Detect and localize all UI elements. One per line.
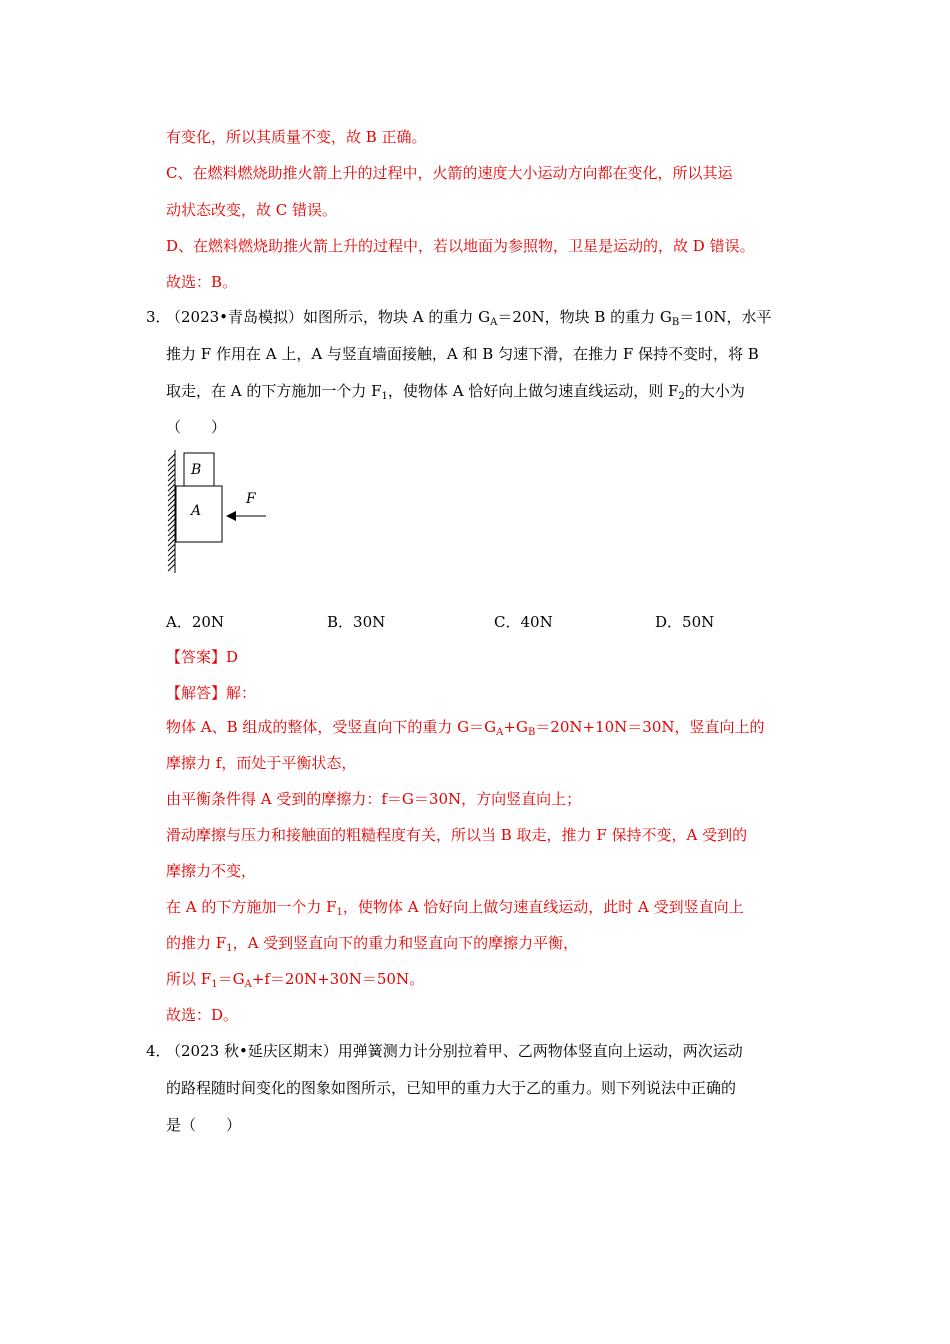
option-d: D．50N xyxy=(655,613,715,631)
block-a-label: A xyxy=(191,503,202,519)
solution-text: 摩擦力不变， xyxy=(166,862,257,880)
question-text: 是（ ） xyxy=(166,1116,242,1134)
blocks-diagram xyxy=(160,448,280,578)
option-b: B．30N xyxy=(327,613,386,631)
solution-text: 摩擦力 f，而处于平衡状态， xyxy=(166,754,357,772)
solution-text: 动状态改变，故 C 错误。 xyxy=(166,201,338,219)
question-text: 推力 F 作用在 A 上，A 与竖直墙面接触，A 和 B 匀速下滑，在推力 F 保持不变时，将 B xyxy=(166,345,759,363)
solution-text: 滑动摩擦与压力和接触面的粗糙程度有关，所以当 B 取走，推力 F 保持不变，A 受到的 xyxy=(166,826,748,844)
solution-text: 由平衡条件得 A 受到的摩擦力：f＝G＝30N，方向竖直向上； xyxy=(166,790,582,808)
solution-choice: 故选：B。 xyxy=(166,273,238,291)
solution-text: 所以 $F_1=G_A+f=20N+30N=50N$。 xyxy=(166,970,425,990)
answer-paren: （ ） xyxy=(166,418,227,436)
option-a: A．20N xyxy=(166,613,225,631)
solution-text: 有变化，所以其质量不变，故 B 正确。 xyxy=(166,128,427,146)
block-b-label: B xyxy=(191,462,202,478)
question-text: （2023 秋•延庆区期末）用弹簧测力计分别拉着甲、乙两物体竖直向上运动，两次运动 xyxy=(166,1042,743,1060)
solution-choice: 故选：D。 xyxy=(166,1006,239,1024)
solution-text: C、在燃料燃烧助推火箭上升的过程中，火箭的速度大小运动方向都在变化，所以其运 xyxy=(166,164,733,182)
analysis-head: 【解答】解： xyxy=(166,684,257,702)
solution-text: D、在燃料燃烧助推火箭上升的过程中，若以地面为参照物，卫星是运动的，故 D 错误。 xyxy=(166,237,755,255)
force-arrow-head xyxy=(226,511,236,521)
question-text: （2023•青岛模拟）如图所示，物块 A 的重力 $G_A=20N$，物块 B 的重力 $G_B=10N$，水平 xyxy=(166,308,772,328)
question-text: 的路程随时间变化的图象如图所示，已知甲的重力大于乙的重力。则下列说法中正确的 xyxy=(166,1079,737,1097)
force-label: F xyxy=(246,491,256,507)
option-c: C．40N xyxy=(494,613,553,631)
wall xyxy=(168,450,175,573)
answer-line: 【答案】D xyxy=(166,648,239,666)
question-text: 取走，在 A 的下方施加一个力 $F_1$，使物体 A 恰好向上做匀速直线运动，则 $F_2$的大小为 xyxy=(166,382,745,402)
solution-text: 在 A 的下方施加一个力 $F_1$，使物体 A 恰好向上做匀速直线运动，此时 A 受到竖直向上 xyxy=(166,898,744,918)
solution-text: 物体 A、B 组成的整体，受竖直向下的重力 $G=G_A+G_B=20N+10N=30N$，竖直向上的 xyxy=(166,718,765,738)
question-number: 3． xyxy=(146,308,171,326)
solution-text: 的推力 $F_1$，A 受到竖直向下的重力和竖直向下的摩擦力平衡， xyxy=(166,934,579,954)
question-number: 4． xyxy=(146,1042,171,1060)
